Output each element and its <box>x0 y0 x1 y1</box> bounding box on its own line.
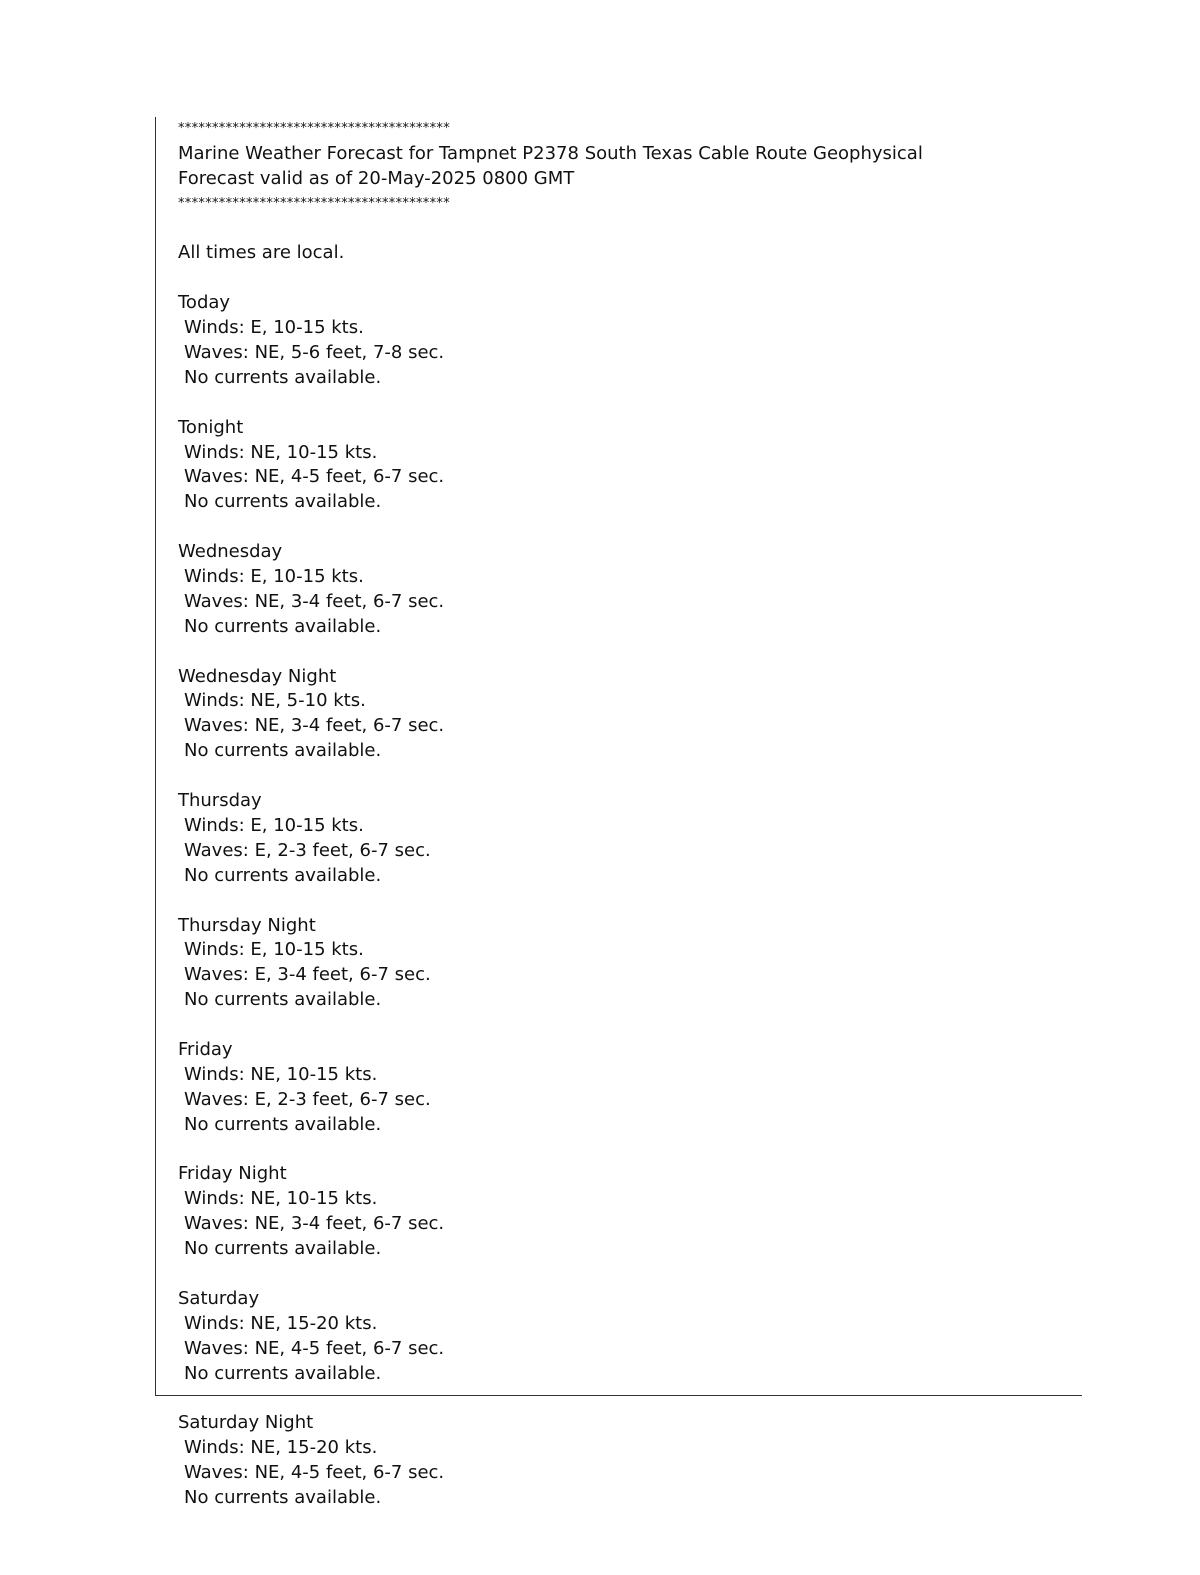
period-name: Tonight <box>178 416 244 438</box>
spacer <box>178 640 1078 665</box>
period-currents: No currents available. <box>184 366 382 388</box>
period-waves: Waves: NE, 3-4 feet, 6-7 sec. <box>184 1213 445 1235</box>
period-waves: Waves: NE, 4-5 feet, 6-7 sec. <box>184 1462 445 1484</box>
spacer <box>178 515 1078 540</box>
period-name: Saturday <box>178 1287 260 1309</box>
period-winds: Winds: NE, 5-10 kts. <box>184 690 366 712</box>
period-waves: Waves: NE, 4-5 feet, 6-7 sec. <box>184 1337 445 1359</box>
forecast-document <box>178 117 1078 1511</box>
period-winds: Winds: E, 10-15 kts. <box>184 317 364 339</box>
period-winds: Winds: NE, 15-20 kts. <box>184 1437 378 1459</box>
spacer <box>178 1138 1078 1163</box>
period-currents: No currents available. <box>184 740 382 762</box>
spacer <box>178 889 1078 914</box>
period-waves: Waves: NE, 3-4 feet, 6-7 sec. <box>184 590 445 612</box>
period-currents: No currents available. <box>184 864 382 886</box>
header-stars-top: **************************************** <box>178 121 450 136</box>
period-name: Friday Night <box>178 1163 287 1185</box>
period-block <box>178 914 1078 1014</box>
period-block <box>178 789 1078 889</box>
period-waves: Waves: E, 2-3 feet, 6-7 sec. <box>184 1088 431 1110</box>
period-name: Wednesday <box>178 541 283 563</box>
period-block <box>178 291 1078 391</box>
period-currents: No currents available. <box>184 1362 382 1384</box>
period-block <box>178 540 1078 640</box>
period-winds: Winds: NE, 15-20 kts. <box>184 1312 378 1334</box>
left-border-line <box>155 117 156 1395</box>
header-stars-bottom: **************************************** <box>178 195 450 211</box>
period-winds: Winds: NE, 10-15 kts. <box>184 441 378 463</box>
period-block <box>178 1411 1078 1511</box>
spacer <box>178 1013 1078 1038</box>
spacer <box>178 266 1078 291</box>
period-winds: Winds: NE, 10-15 kts. <box>184 1188 378 1210</box>
period-winds: Winds: NE, 10-15 kts. <box>184 1063 378 1085</box>
period-currents: No currents available. <box>184 615 382 637</box>
period-name: Thursday <box>178 790 262 812</box>
period-winds: Winds: E, 10-15 kts. <box>184 814 364 836</box>
period-waves: Waves: NE, 4-5 feet, 6-7 sec. <box>184 466 445 488</box>
period-name: Saturday Night <box>178 1412 314 1434</box>
period-waves: Waves: E, 2-3 feet, 6-7 sec. <box>184 839 431 861</box>
spacer <box>178 764 1078 789</box>
spacer <box>178 391 1078 416</box>
period-block <box>178 1287 1078 1387</box>
period-waves: Waves: NE, 3-4 feet, 6-7 sec. <box>184 715 445 737</box>
period-waves: Waves: E, 3-4 feet, 6-7 sec. <box>184 964 431 986</box>
period-currents: No currents available. <box>184 491 382 513</box>
period-currents: No currents available. <box>184 1113 382 1135</box>
forecast-title: Marine Weather Forecast for Tampnet P2378 South Texas Cable Route Geophysical <box>178 142 923 164</box>
spacer <box>178 217 1078 242</box>
period-name: Thursday Night <box>178 914 316 936</box>
spacer <box>178 1386 1078 1411</box>
period-name: Today <box>178 292 231 314</box>
forecast-valid-time: Forecast valid as of 20-May-2025 0800 GMT <box>178 167 575 189</box>
period-block <box>178 1162 1078 1262</box>
period-name: Wednesday Night <box>178 665 337 687</box>
period-block <box>178 416 1078 516</box>
period-waves: Waves: NE, 5-6 feet, 7-8 sec. <box>184 342 445 364</box>
times-note: All times are local. <box>178 242 345 264</box>
period-currents: No currents available. <box>184 989 382 1011</box>
period-name: Friday <box>178 1038 233 1060</box>
period-winds: Winds: E, 10-15 kts. <box>184 566 364 588</box>
spacer <box>178 1262 1078 1287</box>
period-currents: No currents available. <box>184 1238 382 1260</box>
period-block <box>178 665 1078 765</box>
period-block <box>178 1038 1078 1138</box>
period-currents: No currents available. <box>184 1486 382 1508</box>
period-winds: Winds: E, 10-15 kts. <box>184 939 364 961</box>
